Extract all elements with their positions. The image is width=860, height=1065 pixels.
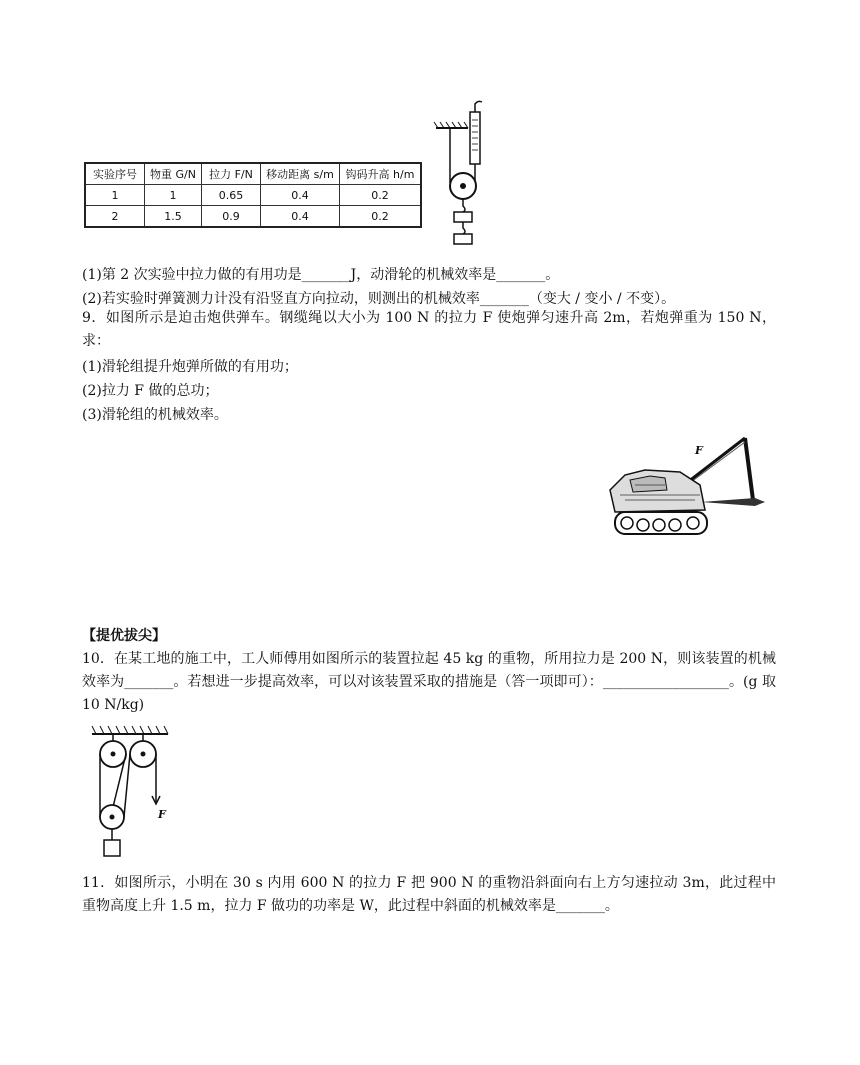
q8-part1: (1)第 2 次实验中拉力做的有用功是_______J，动滑轮的机械效率是_______。 bbox=[82, 267, 560, 283]
table-cell: 0.4 bbox=[261, 206, 340, 228]
table-cell: 2 bbox=[85, 206, 145, 228]
table-cell: 0.2 bbox=[340, 185, 422, 206]
shell-supply-vehicle-figure bbox=[605, 430, 785, 555]
table-header-cell: 拉力 F/N bbox=[202, 163, 261, 185]
q10-stem: 10．在某工地的施工中，工人师傅用如图所示的装置拉起 45 kg 的重物，所用拉力是 200 N，则该装置的机械效率为_______。若想进一步提高效率，可以对该装置采取的措施是（答一项即可）：__________________。(g 取 10 N/kg) bbox=[82, 651, 776, 713]
q9-part1: (1)滑轮组提升炮弹所做的有用功； bbox=[82, 359, 298, 375]
table-cell: 1.5 bbox=[145, 206, 202, 228]
section-title: 【提优拔尖】 bbox=[82, 628, 166, 644]
force-label: F bbox=[695, 444, 703, 457]
table-header-cell: 实验序号 bbox=[85, 163, 145, 185]
table-cell: 1 bbox=[85, 185, 145, 206]
q8-part2: (2)若实验时弹簧测力计没有沿竖直方向拉动，则测出的机械效率_______（变大 / 变小 / 不变）。 bbox=[82, 291, 676, 307]
table-cell: 0.65 bbox=[202, 185, 261, 206]
q11-stem: 11．如图所示，小明在 30 s 内用 600 N 的拉力 F 把 900 N 的重物沿斜面向右上方匀速拉动 3m，此过程中重物高度上升 1.5 m，拉力 F 做功的功率是 W，此过程中斜面的机械效率是_______。 bbox=[82, 875, 776, 914]
table-header-cell: 移动距离 s/m bbox=[261, 163, 340, 185]
pulley-spring-scale-figure bbox=[428, 98, 500, 248]
table-header-cell: 钩码升高 h/m bbox=[340, 163, 422, 185]
table-cell: 0.2 bbox=[340, 206, 422, 228]
force-label: F bbox=[158, 808, 166, 821]
table-row bbox=[85, 185, 421, 206]
table-header-row bbox=[85, 163, 421, 185]
pulley-block-figure bbox=[88, 722, 188, 862]
table-cell: 0.9 bbox=[202, 206, 261, 228]
table-header-cell: 物重 G/N bbox=[145, 163, 202, 185]
experiment-table bbox=[84, 162, 422, 228]
table-cell: 0.4 bbox=[261, 185, 340, 206]
table-cell: 1 bbox=[145, 185, 202, 206]
q9-part2: (2)拉力 F 做的总功； bbox=[82, 383, 219, 399]
q9-stem: 9．如图所示是迫击炮供弹车。钢缆绳以大小为 100 N 的拉力 F 使炮弹匀速升高 2m，若炮弹重为 150 N，求： bbox=[82, 310, 776, 349]
q9-part3: (3)滑轮组的机械效率。 bbox=[82, 407, 228, 423]
table-row bbox=[85, 206, 421, 228]
